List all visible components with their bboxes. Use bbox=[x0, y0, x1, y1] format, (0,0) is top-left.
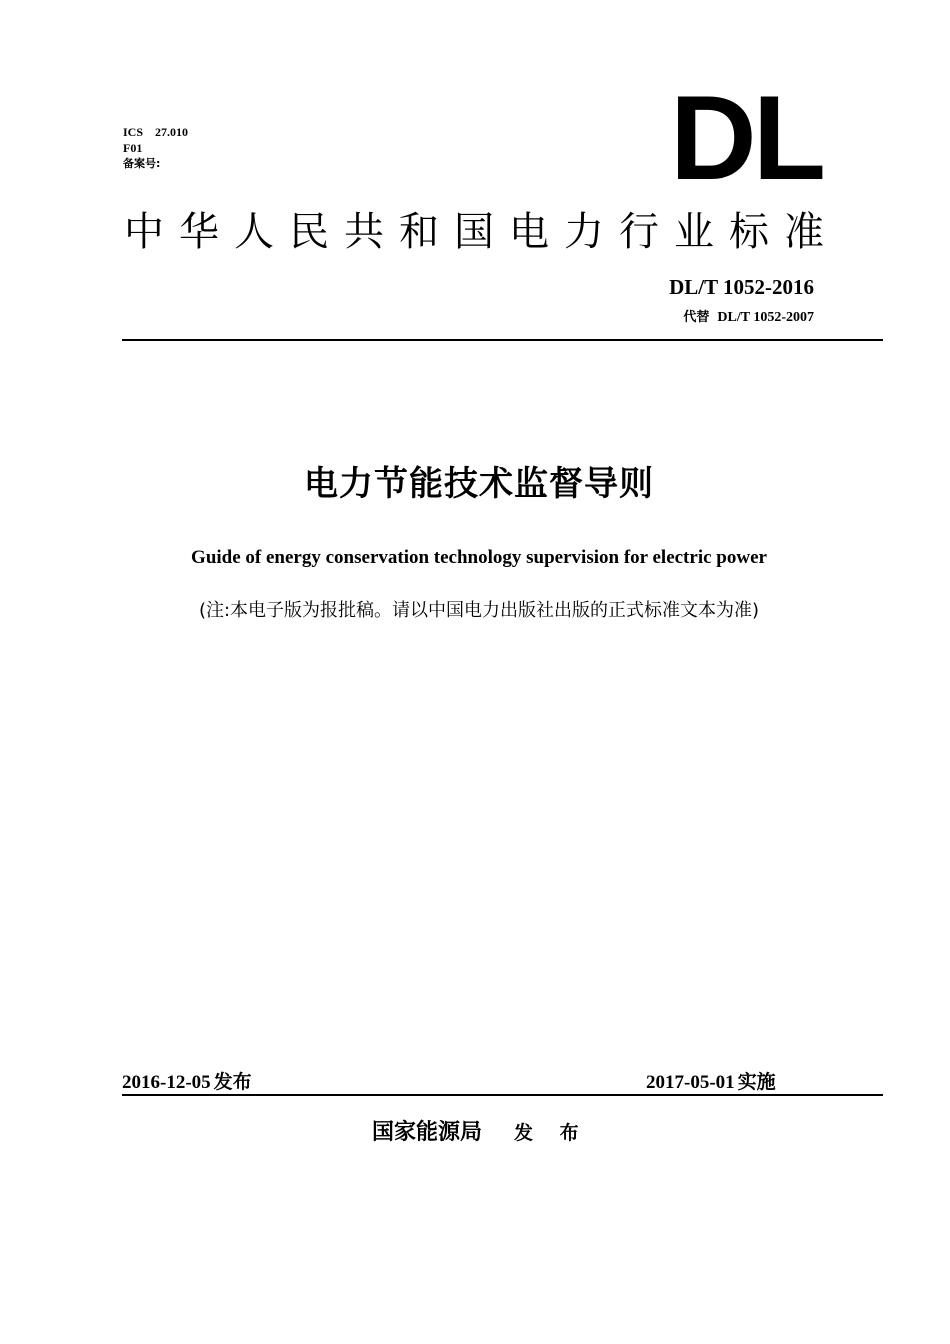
draft-note: (注:本电子版为报批稿。请以中国电力出版社出版的正式标准文本为准) bbox=[198, 600, 760, 621]
implementation-label: 实施 bbox=[737, 1071, 776, 1093]
replaces-label: 代替 bbox=[683, 310, 710, 325]
header-divider bbox=[122, 339, 883, 341]
issue-date: 2016-12-05 bbox=[122, 1072, 211, 1093]
standard-number: DL/T 1052-2016 bbox=[669, 275, 814, 299]
ccs-code: F01 bbox=[123, 141, 143, 155]
filing-number-label: 备案号: bbox=[123, 157, 161, 170]
dl-logo: DL bbox=[670, 71, 822, 205]
issuer-label: 发 布 bbox=[514, 1122, 589, 1144]
document-english-title: Guide of energy conservation technology supervision for electric power bbox=[191, 547, 767, 568]
ics-code: ICS 27.010 bbox=[123, 125, 189, 139]
replaces-number: DL/T 1052-2007 bbox=[717, 310, 814, 325]
document-title: 电力节能技术监督导则 bbox=[304, 464, 654, 504]
industry-standard-title: 中华人民共和国电力行业标准 bbox=[124, 209, 839, 255]
issue-date-line bbox=[122, 1069, 252, 1096]
issuer-name: 国家能源局 bbox=[372, 1120, 483, 1145]
replaces-line bbox=[683, 308, 814, 328]
implementation-date-line bbox=[646, 1069, 776, 1096]
issue-label: 发布 bbox=[213, 1071, 252, 1093]
footer-divider bbox=[122, 1094, 883, 1096]
issuer-line bbox=[372, 1117, 589, 1149]
implementation-date: 2017-05-01 bbox=[646, 1072, 735, 1093]
